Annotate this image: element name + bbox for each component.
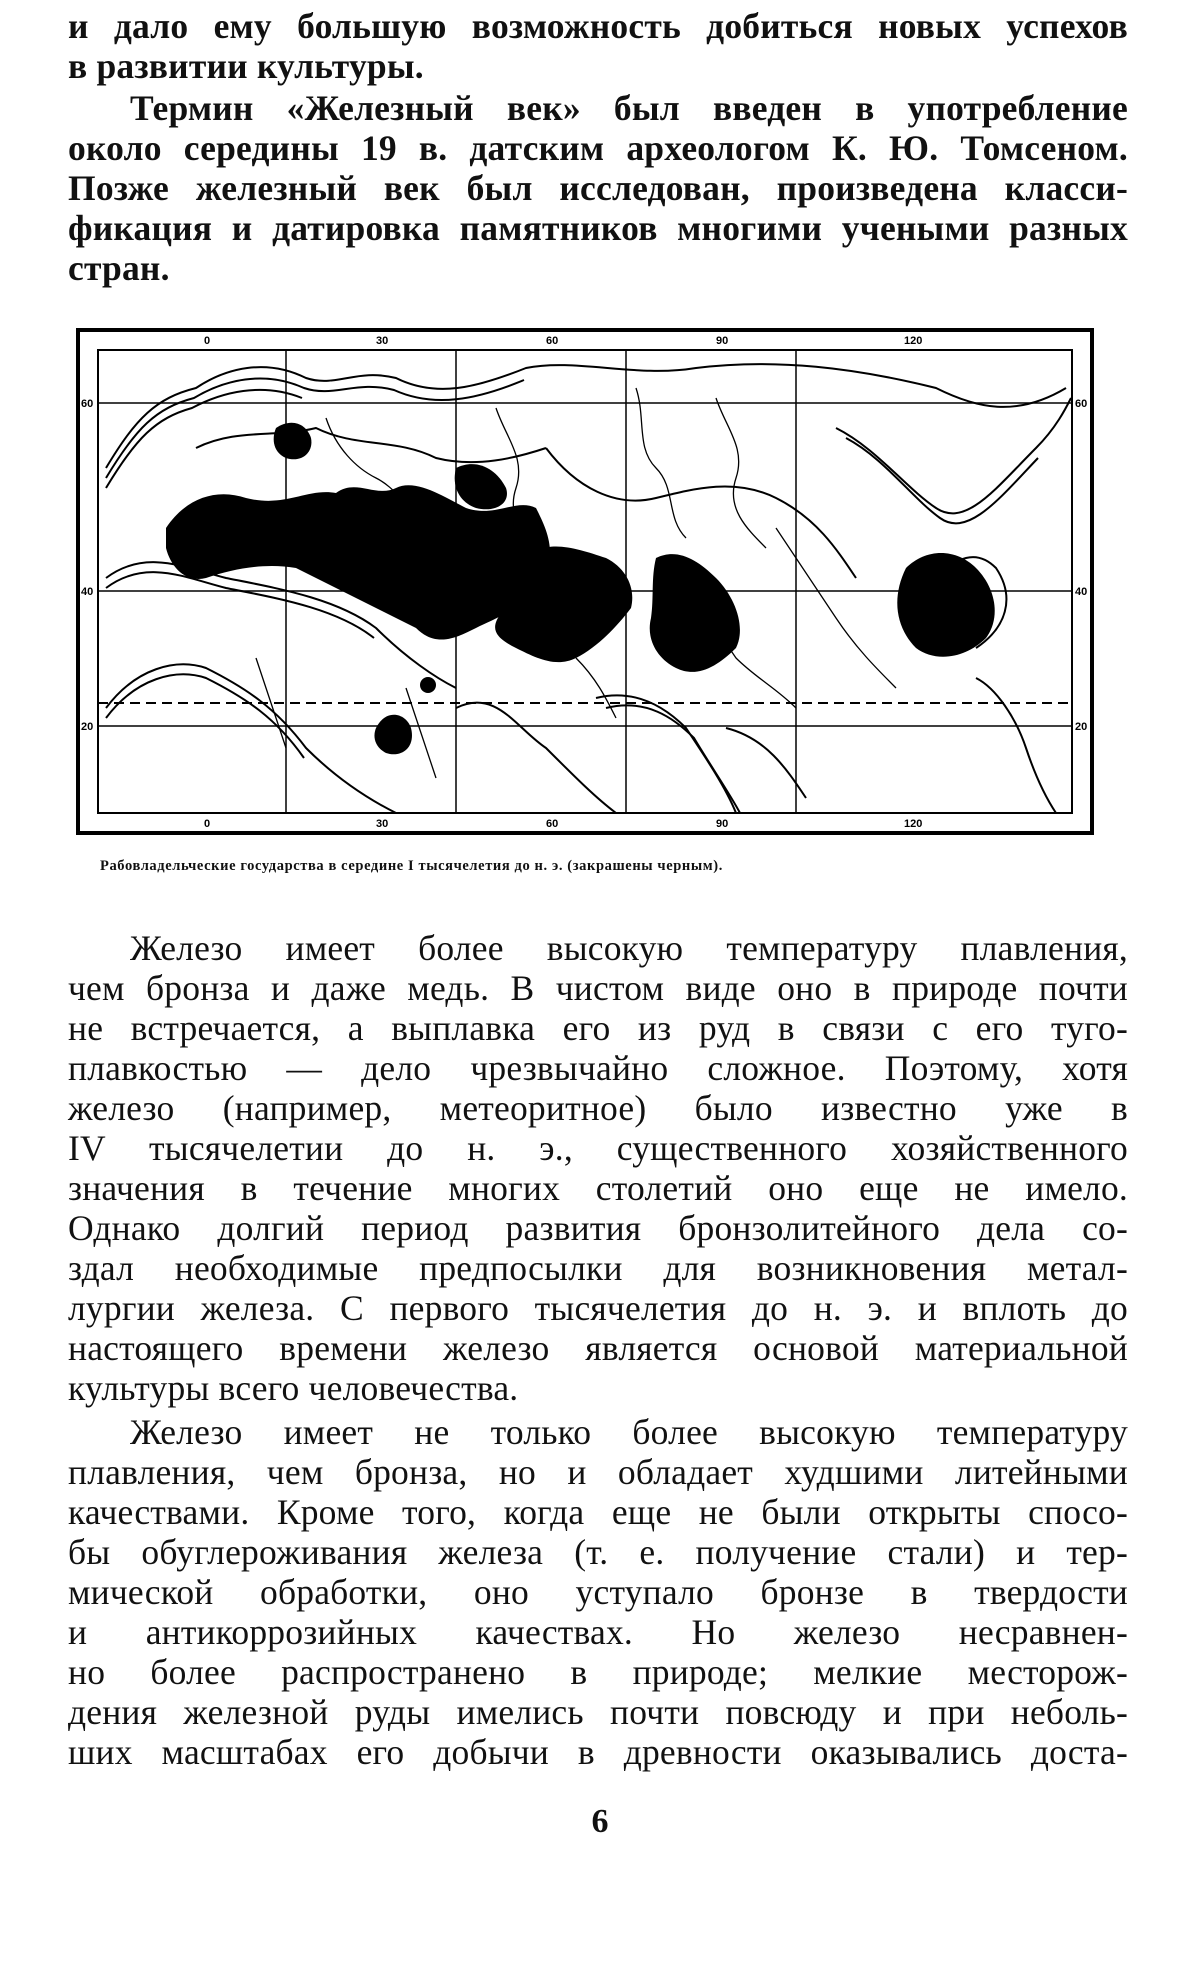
map-label-right: 20 [1075,721,1088,733]
text-line: настоящего времени железо является основой материальной [68,1328,1128,1368]
map-label-bottom: 0 [204,818,211,830]
map-label-bottom: 120 [904,818,923,830]
map-label-left: 60 [81,398,94,410]
text-line: значения в течение многих столетий оно еще не имело. [68,1168,1128,1208]
map-label-top: 90 [716,335,729,347]
map-label-top: 0 [204,335,211,347]
text-line: Термин «Железный век» был введен в употребление [130,88,1128,128]
text-line: Железо имеет более высокую температуру плавления, [130,928,1128,968]
text-line: Железо имеет не только более высокую температуру [130,1412,1128,1452]
text-line: ших масштабах его добычи в древности оказывались доста- [68,1732,1128,1772]
map-label-bottom: 90 [716,818,729,830]
text-line: Позже железный век был исследован, произведена класси- [68,168,1128,208]
text-line: плавкостью — дело чрезвычайно сложное. Поэтому, хотя [68,1048,1128,1088]
text-line: в развитии культуры. [68,46,424,86]
map-label-bottom: 60 [546,818,559,830]
text-line: но более распространено в природе; мелкие месторож- [68,1652,1128,1692]
text-line: и антикоррозийных качествах. Но железо несравнен- [68,1612,1128,1652]
text-line: фикация и датировка памятников многими учеными разных [68,208,1128,248]
text-line: здал необходимые предпосылки для возникновения метал- [68,1248,1128,1288]
text-line: мической обработки, оно уступало бронзе в твердости [68,1572,1128,1612]
text-line: лургии железа. С первого тысячелетия до н. э. и вплоть до [68,1288,1128,1328]
text-line: плавления, чем бронза, но и обладает худшими литейными [68,1452,1128,1492]
text-line: качествами. Кроме того, когда еще не были открыты спосо- [68,1492,1128,1532]
text-line: и дало ему большую возможность добиться новых успехов [68,6,1128,46]
map-label-right: 40 [1075,586,1088,598]
text-line: Однако долгий период развития бронзолитейного дела со- [68,1208,1128,1248]
map-label-top: 30 [376,335,389,347]
page-number: 6 [591,1803,609,1840]
text-line: дения железной руды имелись почти повсюду и при неболь- [68,1692,1128,1732]
text-line: IV тысячелетии до н. э., существенного хозяйственного [68,1128,1128,1168]
map-label-top: 60 [546,335,559,347]
map-label-top: 120 [904,335,923,347]
text-line: бы обуглероживания железа (т. е. получение стали) и тер- [68,1532,1128,1572]
map-label-left: 40 [81,586,94,598]
figure-caption: Рабовладельческие государства в середине I тысячелетия до н. э. (закрашены черным). [100,858,723,874]
text-line: железо (например, метеоритное) было известно уже в [68,1088,1128,1128]
map-label-left: 20 [81,721,94,733]
text-line: не встречается, а выплавка его из руд в связи с его туго- [68,1008,1128,1048]
text-line: культуры всего человечества. [68,1368,519,1408]
historical-map [76,328,1094,835]
text-line: около середины 19 в. датским археологом К. Ю. Томсеном. [68,128,1128,168]
text-line: стран. [68,248,170,288]
text-line: чем бронза и даже медь. В чистом виде оно в природе почти [68,968,1128,1008]
map-label-bottom: 30 [376,818,389,830]
map-label-right: 60 [1075,398,1088,410]
